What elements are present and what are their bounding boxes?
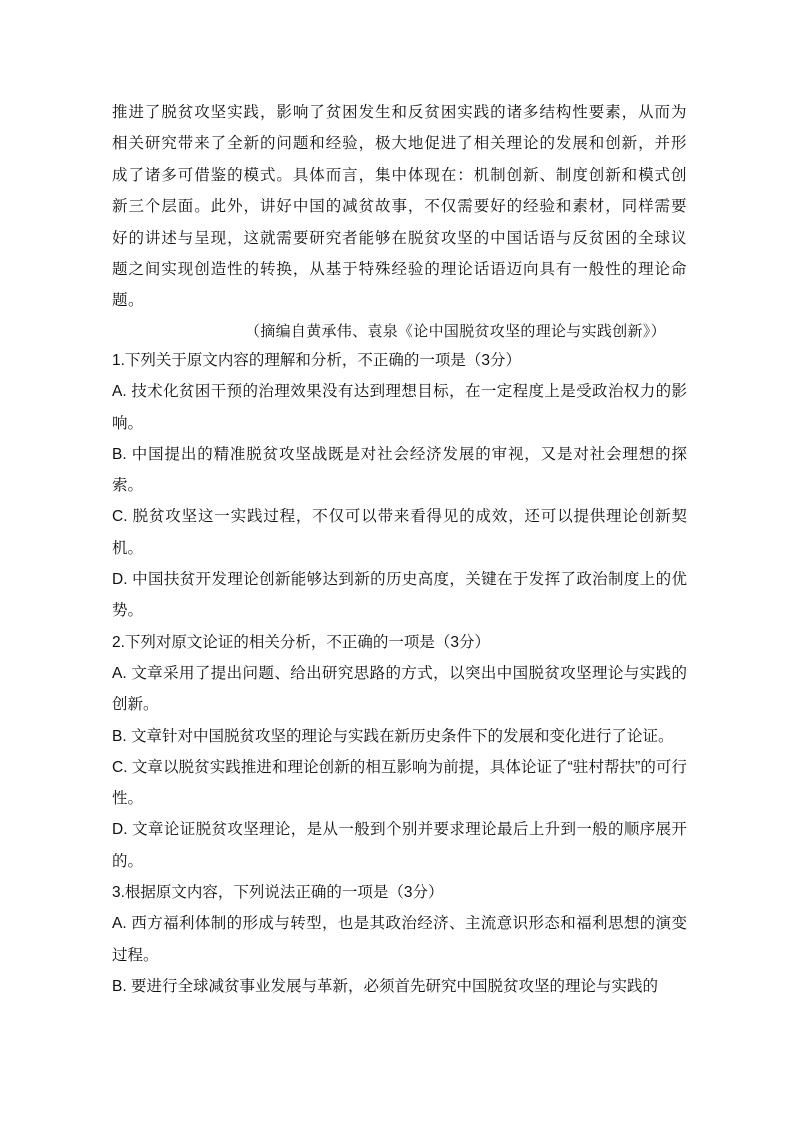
option-b: B. 要进行全球减贫事业发展与革新，必须首先研究中国脱贫攻坚的理论与实践的	[112, 977, 658, 995]
question-stem: 1.下列关于原文内容的理解和分析，不正确的一项是（3分）	[112, 352, 522, 369]
source-citation: （摘编自黄承伟、袁泉《论中国脱贫攻坚的理论与实践创新》）	[245, 322, 666, 340]
question-list	[112, 345, 687, 1002]
question-stem: 3.根据原文内容，下列说法正确的一项是（3分）	[112, 884, 444, 902]
option-d: D. 文章论证脱贫攻坚理论，是从一般到个别并要求理论最后上升到一般的顺序展开的。	[112, 821, 687, 870]
option-a: A. 技术化贫困干预的治理效果没有达到理想目标，在一定程度上是受政治权力的影响。	[112, 383, 687, 432]
option-c: C. 脱贫攻坚这一实践过程，不仅可以带来看得见的成效，还可以提供理论创新契机。	[112, 508, 687, 557]
question-1	[112, 345, 687, 627]
passage-excerpt	[112, 97, 687, 317]
option-c: C. 文章以脱贫实践推进和理论创新的相互影响为前提，具体论证了“驻村帮扶”的可行性。	[112, 758, 687, 808]
question-2	[112, 627, 687, 877]
option-b: B. 文章针对中国脱贫攻坚的理论与实践在新历史条件下的发展和变化进行了论证。	[112, 727, 674, 745]
option-b: B. 中国提出的精准脱贫攻坚战既是对社会经济发展的审视，又是对社会理想的探索。	[112, 445, 687, 495]
option-a: A. 文章采用了提出问题、给出研究思路的方式，以突出中国脱贫攻坚理论与实践的创新。	[112, 664, 687, 714]
question-3	[112, 877, 687, 1002]
passage-paragraph: 推进了脱贫攻坚实践，影响了贫困发生和反贫困实践的诸多结构性要素，从而为相关研究带来了全新的问题和经验，极大地促进了相关理论的发展和创新，并形成了诸多可借鉴的模式。具体而言，集中体现在：机制创新、制度创新和模式创新三个层面。此外，讲好中国的减贫故事，不仅需要好的经验和素材，同样需要好的讲述与呈现，这就需要研究者能够在脱贫攻坚的中国话语与反贫困的全球议题之间实现创造性的转换，从基于特殊经验的理论话语迈向具有一般性的理论命题。	[112, 103, 687, 310]
option-d: D. 中国扶贫开发理论创新能够达到新的历史高度，关键在于发挥了政治制度上的优势。	[112, 571, 687, 620]
question-stem: 2.下列对原文论证的相关分析，不正确的一项是（3分）	[112, 633, 491, 651]
option-a: A. 西方福利体制的形成与转型，也是其政治经济、主流意识形态和福利思想的演变过程。	[112, 915, 687, 964]
